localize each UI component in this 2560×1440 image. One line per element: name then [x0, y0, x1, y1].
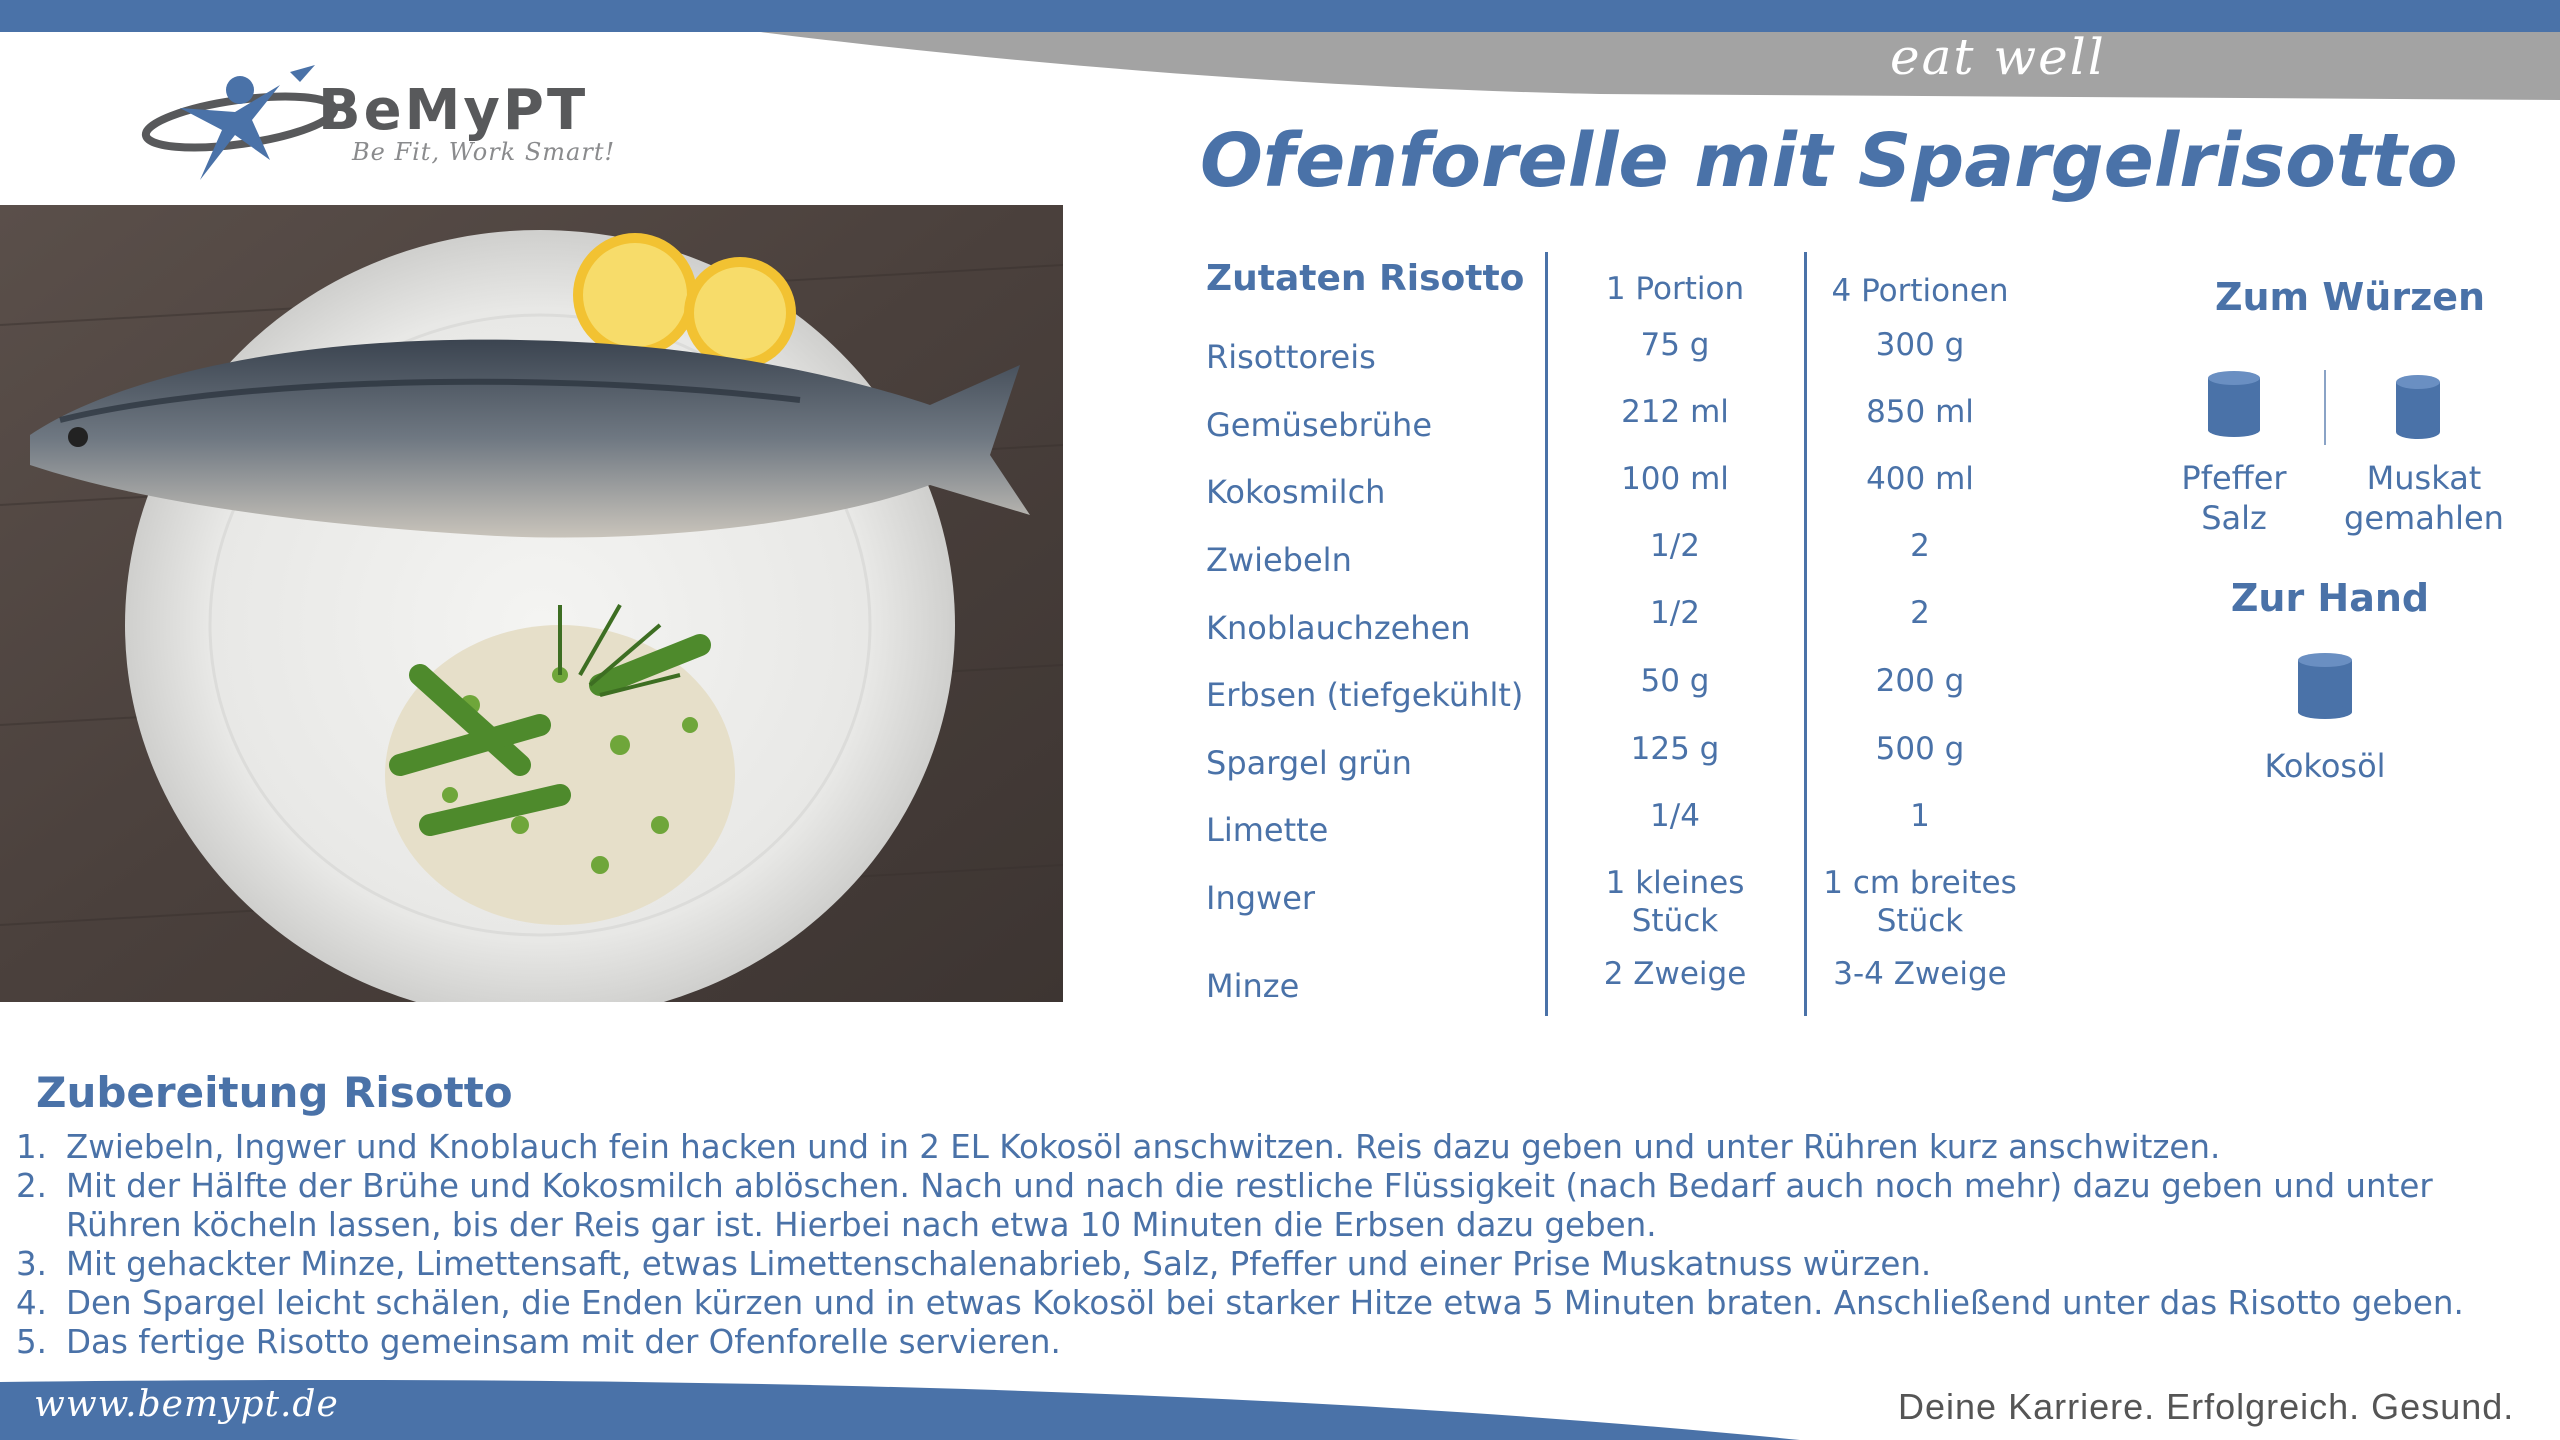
ingredient-name: Limette — [1206, 811, 1329, 849]
ingredient-qty-four: 1 — [1910, 798, 1930, 834]
ingredient-qty-four: 3-4 Zweige — [1833, 956, 2007, 992]
footer-slogan: Deine Karriere. Erfolgreich. Gesund. — [1898, 1386, 2515, 1427]
ingredient-qty-four: 1 cm breites Stück — [1823, 865, 2017, 939]
spices-heading: Zum Würzen — [2214, 275, 2486, 319]
oil-jar-icon — [2298, 652, 2352, 720]
ingredient-name: Gemüsebrühe — [1206, 406, 1433, 444]
on-hand-heading: Zur Hand — [2230, 576, 2430, 620]
step-text: Zwiebeln, Ingwer und Knoblauch fein hacken und in 2 EL Kokosöl anschwitzen. Reis dazu geben und unter Rühren kurz anschwitzen. — [66, 1128, 2221, 1166]
ingredient-qty-one: 100 ml — [1621, 461, 1729, 497]
preparation-heading: Zubereitung Risotto — [36, 1068, 513, 1117]
ingredient-qty-four: 2 — [1910, 595, 1930, 631]
step-number: 1. — [16, 1128, 48, 1166]
ingredient-qty-one: 75 g — [1640, 327, 1710, 363]
step-text: Den Spargel leicht schälen, die Enden kürzen und in etwas Kokosöl bei starker Hitze etwa 5 Minuten braten. Anschließend unter das Risotto geben. — [66, 1284, 2464, 1322]
ingredient-name: Ingwer — [1206, 879, 1316, 917]
spice-jar-icon — [2208, 370, 2260, 438]
ingredients-heading: Zutaten Risotto — [1206, 258, 1525, 299]
ingredient-qty-one: 125 g — [1630, 731, 1720, 767]
col-four-portions-heading: 4 Portionen — [1831, 273, 2009, 309]
table-divider-1 — [1545, 252, 1548, 1016]
step-text: Mit gehackter Minze, Limettensaft, etwas Limettenschalenabrieb, Salz, Pfeffer und einer Prise Muskatnuss würzen. — [66, 1245, 1932, 1283]
preparation-step — [16, 1323, 2546, 1362]
ingredient-name: Minze — [1206, 967, 1300, 1005]
ingredient-qty-four: 500 g — [1875, 731, 1965, 767]
ingredient-qty-four: 2 — [1910, 528, 1930, 564]
logo-slogan: Be Fit, Work Smart! — [352, 138, 616, 166]
recipe-title: Ofenforelle mit Spargelrisotto — [1200, 118, 2458, 204]
step-number: 3. — [16, 1245, 48, 1283]
ingredient-qty-one: 2 Zweige — [1603, 956, 1747, 992]
dish-photo — [0, 205, 1063, 1002]
spice-label: Pfeffer Salz — [2181, 459, 2287, 537]
spice-divider — [2324, 370, 2326, 445]
ingredient-qty-one: 1/2 — [1650, 528, 1700, 564]
preparation-step — [16, 1245, 2546, 1284]
on-hand-item: Kokosöl — [2264, 747, 2386, 785]
ingredient-name: Zwiebeln — [1206, 541, 1352, 579]
col-one-portion-heading: 1 Portion — [1605, 271, 1745, 307]
ingredient-qty-four: 850 ml — [1866, 394, 1974, 430]
ingredient-qty-four: 300 g — [1875, 327, 1965, 363]
preparation-step — [16, 1167, 2546, 1245]
eat-well-tagline: eat well — [1890, 28, 2106, 86]
ingredient-qty-four: 200 g — [1875, 663, 1965, 699]
ingredient-qty-one: 50 g — [1640, 663, 1710, 699]
ingredient-name: Kokosmilch — [1206, 473, 1386, 511]
preparation-step — [16, 1284, 2546, 1323]
ingredient-name: Spargel grün — [1206, 744, 1412, 782]
ingredient-qty-one: 1/2 — [1650, 595, 1700, 631]
ingredient-qty-four: 400 ml — [1866, 461, 1974, 497]
step-text: Das fertige Risotto gemeinsam mit der Ofenforelle servieren. — [66, 1323, 1061, 1361]
ingredient-name: Risottoreis — [1206, 338, 1376, 376]
ingredient-name: Erbsen (tiefgekühlt) — [1206, 676, 1524, 714]
step-text: Mit der Hälfte der Brühe und Kokosmilch ablöschen. Nach und nach die restliche Flüssigkeit (nach Bedarf auch noch mehr) dazu geben und unter Rühren köcheln lassen, bis der Reis gar ist. Hierbei nach etwa 10 Minuten die Erbsen dazu geben. — [66, 1167, 2433, 1244]
ingredient-name: Knoblauchzehen — [1206, 609, 1471, 647]
preparation-steps — [16, 1128, 2546, 1362]
ingredient-qty-one: 1 kleines Stück — [1605, 865, 1745, 939]
step-number: 2. — [16, 1167, 48, 1205]
step-number: 4. — [16, 1284, 48, 1322]
preparation-step — [16, 1128, 2546, 1167]
ingredient-qty-one: 1/4 — [1650, 798, 1700, 834]
logo-name: BeMyPT — [318, 78, 589, 143]
step-number: 5. — [16, 1323, 48, 1361]
spice-jar-icon — [2396, 374, 2440, 440]
ingredient-qty-one: 212 ml — [1621, 394, 1729, 430]
spice-label: Muskat gemahlen — [2344, 459, 2504, 537]
website-link[interactable]: www.bemypt.de — [34, 1384, 339, 1425]
